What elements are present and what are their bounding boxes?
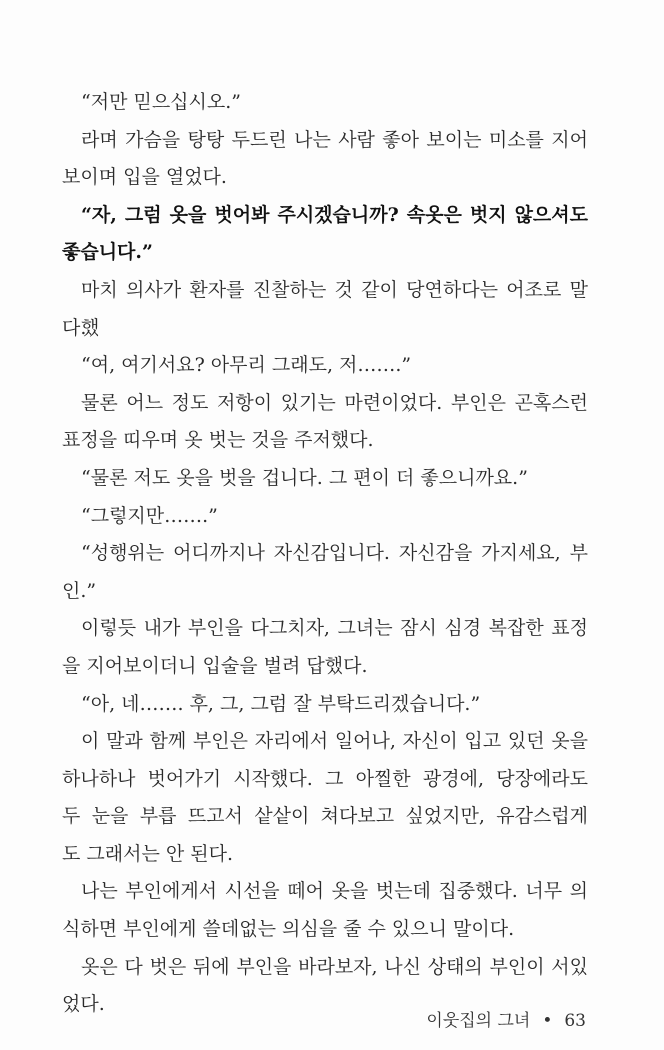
text-line: 이렇듯 내가 부인을 다그치자, 그녀는 잠시 심경 복잡한 표정 — [81, 617, 588, 640]
text-line: “물론 저도 옷을 벗을 겁니다. 그 편이 더 좋으니까요.” — [81, 466, 528, 489]
text-line: 라며 가슴을 탕탕 두드린 나는 사람 좋아 보이는 미소를 지어 — [81, 128, 588, 151]
text-line: 도 그래서는 안 된다. — [62, 842, 233, 865]
text-line: 표정을 띠우며 옷 벗는 것을 주저했다. — [62, 429, 374, 452]
text-line: 다. — [62, 316, 87, 339]
book-title: 이웃집의 그녀 — [426, 1011, 531, 1031]
text-line: 두 눈을 부릅 뜨고서 샅샅이 쳐다보고 싶었지만, 유감스럽게 — [62, 805, 588, 828]
text-line: “그렇지만…….” — [81, 504, 218, 527]
separator-dot: • — [542, 1011, 553, 1031]
text-line: 나는 부인에게서 시선을 떼어 옷을 벗는데 집중했다. 너무 의 — [81, 880, 588, 903]
text-line: 물론 어느 정도 저항이 있기는 마련이었다. 부인은 곤혹스런 — [81, 391, 588, 414]
text-line: 이 말과 함께 부인은 자리에서 일어나, 자신이 입고 있던 옷을 — [81, 730, 588, 753]
text-line: “여, 여기서요? 아무리 그래도, 저…….” — [81, 354, 412, 377]
text-line: 마치 의사가 환자를 진찰하는 것 같이 당연하다는 어조로 말했 — [81, 278, 588, 339]
text-line: 식하면 부인에게 쓸데없는 의심을 줄 수 있으니 말이다. — [62, 918, 515, 941]
page-number: 63 — [564, 1011, 586, 1031]
text-line: 을 지어보이더니 입술을 벌려 답했다. — [62, 654, 368, 677]
running-footer — [426, 1006, 586, 1031]
text-line: “성행위는 어디까지나 자신감입니다. 자신감을 가지세요, 부 — [81, 542, 588, 565]
text-line: 좋습니다.” — [62, 241, 153, 264]
text-line: 었다. — [62, 993, 105, 1016]
text-line: 인.” — [62, 579, 97, 602]
page-body — [62, 84, 588, 1024]
text-line: “저만 믿으십시오.” — [81, 91, 241, 113]
text-line: 보이며 입을 열었다. — [62, 166, 227, 189]
text-line: “아, 네……. 후, 그, 그럼 잘 부탁드리겠습니다.” — [81, 692, 481, 715]
text-line: 옷은 다 벗은 뒤에 부인을 바라보자, 나신 상태의 부인이 서있 — [81, 955, 588, 978]
text-line: 하나하나 벗어가기 시작했다. 그 아찔한 광경에, 당장에라도 — [62, 767, 588, 790]
text-line: “자, 그럼 옷을 벗어봐 주시겠습니까? 속옷은 벗지 않으셔도 — [81, 203, 588, 226]
